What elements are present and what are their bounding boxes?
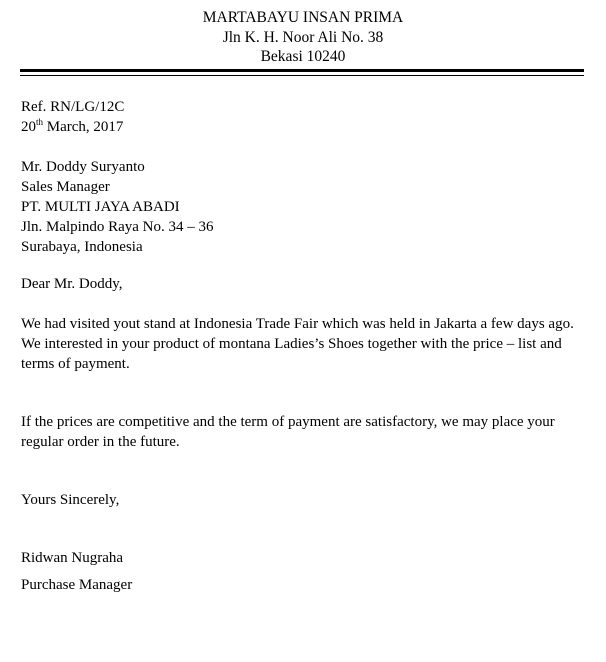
body-paragraph-1 [21, 314, 586, 374]
salutation-text: Dear Mr. Doddy, [21, 276, 123, 292]
signatory-title: Purchase Manager [21, 577, 133, 593]
recipient-address [21, 157, 586, 257]
paragraph-2-line-1: If the prices are competitive and the term of payment are satisfactory, we may place your [21, 414, 555, 430]
paragraph-1-line-3: terms of payment. [21, 356, 130, 372]
letterhead-divider-thick [20, 69, 584, 72]
company-address-line1: Jln K. H. Noor Ali No. 38 [222, 28, 384, 46]
closing-text: Yours Sincerely, [21, 492, 120, 508]
salutation [21, 274, 586, 294]
letterhead [0, 8, 606, 67]
company-name: MARTABAYU INSAN PRIMA [202, 9, 404, 26]
reference-date-block [21, 97, 586, 137]
paragraph-1-line-2: We interested in your product of montana Ladies’s Shoes together with the price – list and [21, 336, 562, 352]
recipient-city: Surabaya, Indonesia [21, 239, 143, 255]
signatory-name: Ridwan Nugraha [21, 550, 124, 566]
company-address-line2: Bekasi 10240 [260, 48, 346, 65]
date-rest: March, 2017 [43, 119, 124, 135]
letterhead-divider-thin [20, 75, 584, 76]
closing [21, 490, 586, 510]
body-paragraph-2 [21, 412, 586, 452]
signature-block [21, 548, 586, 595]
date-suffix: th [36, 117, 44, 127]
paragraph-1-line-1: We had visited yout stand at Indonesia Trade Fair which was held in Jakarta a few days ago. [21, 316, 574, 332]
letter-date [21, 117, 586, 137]
recipient-name: Mr. Doddy Suryanto [21, 159, 145, 175]
reference-number: Ref. RN/LG/12C [21, 99, 125, 115]
recipient-company: PT. MULTI JAYA ABADI [21, 199, 180, 215]
recipient-street: Jln. Malpindo Raya No. 34 – 36 [21, 219, 214, 235]
recipient-title: Sales Manager [21, 179, 110, 195]
paragraph-2-line-2: regular order in the future. [21, 434, 180, 450]
date-day: 20 [21, 119, 36, 135]
